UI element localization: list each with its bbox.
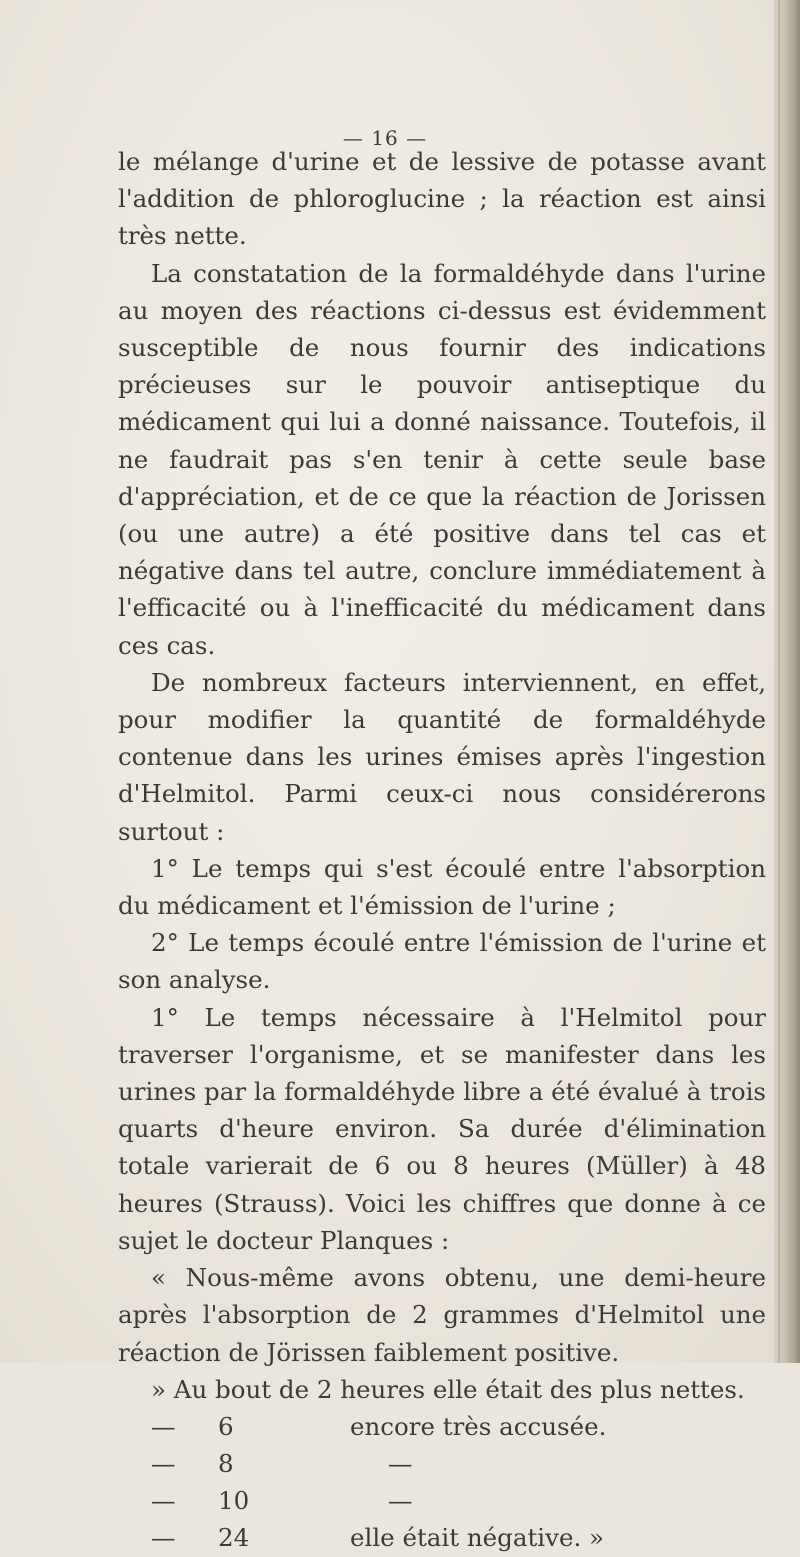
hours-row-8 — [118, 1445, 766, 1482]
row-dash: — — [151, 1523, 176, 1553]
row-hours: 10 — [218, 1486, 250, 1516]
row-hours: 24 — [218, 1523, 250, 1553]
row-result: elle était négative. » — [350, 1523, 605, 1553]
hours-row-6 — [118, 1408, 766, 1445]
row-result: — — [388, 1486, 413, 1516]
paragraph-factors: De nombreux facteurs interviennent, en effet, pour modifier la quantité de formaldéhyde contenue dans les urines émises après l'ingestion d'Helmitol. Parmi ceux-ci nous considérerons surtout : — [118, 667, 766, 846]
paragraph-formaldehyde-detection: La constatation de la formaldéhyde dans l'urine au moyen des réactions ci-dessus est évidemment susceptible de nous fournir des indications précieuses sur le pouvoir antiseptique du médicament qui lui a donné naissance. Toutefois, il ne faudrait pas s'en tenir à cette seule base d'appréciation, et de ce que la réaction de Jorissen (ou une autre) a été positive dans tel cas et négative dans tel autre, conclure immédiatement à l'efficacité ou à l'inefficacité du médicament dans ces cas. — [118, 258, 766, 660]
row-dash: — — [151, 1449, 176, 1479]
list-item-1: 1° Le temps qui s'est écoulé entre l'absorption du médicament et l'émission de l'urine ; — [118, 853, 766, 921]
row-result: — — [388, 1449, 413, 1479]
quote-hours-2: » Au bout de 2 heures elle était des plus nettes. — [151, 1374, 745, 1404]
hours-row-10 — [118, 1482, 766, 1519]
hours-row-24 — [118, 1519, 766, 1556]
list-item-2: 2° Le temps écoulé entre l'émission de l'urine et son analyse. — [118, 928, 766, 995]
row-dash: — — [151, 1486, 176, 1516]
row-dash: — — [151, 1411, 176, 1441]
row-hours: 6 — [218, 1411, 234, 1441]
page-edge-line — [778, 0, 780, 1363]
row-result: encore très accusée. — [350, 1411, 607, 1441]
row-hours: 8 — [218, 1449, 234, 1479]
paragraph-helmitol-time: 1° Le temps nécessaire à l'Helmitol pour traverser l'organisme, et se manifester dans les urines par la formaldéhyde libre a été évalué à trois quarts d'heure environ. Sa durée d'élimination totale varierait de 6 ou 8 heures (Müller) à 48 heures (Strauss). Voici les chiffres que donne à ce sujet le docteur Planques : — [118, 1002, 766, 1255]
page-number: — 16 — — [342, 126, 428, 150]
body-text — [118, 143, 766, 1557]
quote-opening: « Nous-même avons obtenu, une demi-heure après l'absorption de 2 grammes d'Helmitol une réaction de Jörissen faiblement positive. — [118, 1263, 766, 1367]
paragraph-continuation: le mélange d'urine et de lessive de potasse avant l'addition de phloroglucine ; la réaction est ainsi très nette. — [118, 147, 766, 251]
